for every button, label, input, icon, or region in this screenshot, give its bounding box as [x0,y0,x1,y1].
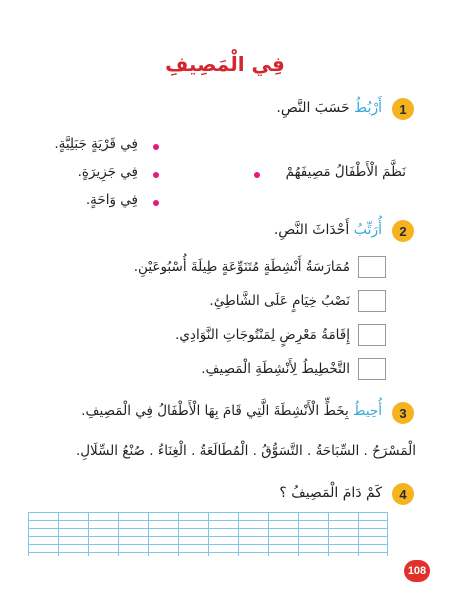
question-3-text: بِخَطٍّ الْأَنْشِطَةَ الَّتِي قَامَ بِهَا الْأَطْفَالُ فِي الْمَصِيفِ. [81,403,354,419]
question-1-keyword: أَرْبُطُ [354,100,382,116]
bullet-right[interactable] [254,172,260,178]
question-2-instruction [274,222,382,238]
question-1-instruction [276,100,382,116]
match-left-item-2: فِي جَزِيرَةٍ. [77,164,138,180]
question-3-badge: 3 [392,402,414,424]
match-left-item-1: فِي قَرْيَةٍ جَبَلِيَّةٍ. [54,136,138,152]
question-4-badge: 4 [392,483,414,505]
question-1-text: حَسَبَ النَّصِ. [276,100,355,116]
event-item-2: نَصْبُ خِيَامٍ عَلَى الشَّاطِئِ. [209,293,350,309]
question-3-instruction [81,403,382,419]
bullet-left-2[interactable] [153,172,159,178]
answer-writing-lines[interactable] [28,512,388,556]
order-box-3[interactable] [358,324,386,346]
page-title: فِي الْمَصِيفِ [165,52,285,76]
event-item-4: التَّخْطِيطُ لِأَنْشِطَةِ الْمَصِيفِ. [201,361,350,377]
question-4-text: كَمْ دَامَ الْمَصِيفُ ؟ [279,485,382,501]
bullet-left-1[interactable] [153,144,159,150]
match-right-item: نَظَّمَ الْأَطْفَالُ مَصِيفَهُمْ [285,164,406,180]
order-box-2[interactable] [358,290,386,312]
question-2-badge: 2 [392,220,414,242]
question-2-text: أَحْدَاثَ النَّصِ. [273,222,354,238]
order-box-1[interactable] [358,256,386,278]
event-item-3: إِقَامَةُ مَعْرِضٍ لِمَنْتُوجَاتِ النَّوَادِي. [175,327,350,343]
bullet-left-3[interactable] [153,200,159,206]
order-box-4[interactable] [358,358,386,380]
question-3-keyword: أُحِيطُ [353,403,382,419]
activity-word-list[interactable]: الْمَسْرَحُ . السِّبَاحَةُ . التَّسَوُّقُ . الْمُطَالَعَةُ . الْغِنَاءُ . صُنْعُ السِّلَالِ. [75,443,416,459]
question-2-keyword: أُرَتِّبُ [353,222,382,238]
question-1-badge: 1 [392,98,414,120]
page-number-badge: 108 [404,560,430,582]
event-item-1: مُمَارَسَةُ أَنْشِطَةٍ مُتَنَوِّعَةٍ طِيلَةَ أُسْبُوعَيْنِ. [133,259,350,275]
match-left-item-3: فِي وَاحَةٍ. [85,192,138,208]
